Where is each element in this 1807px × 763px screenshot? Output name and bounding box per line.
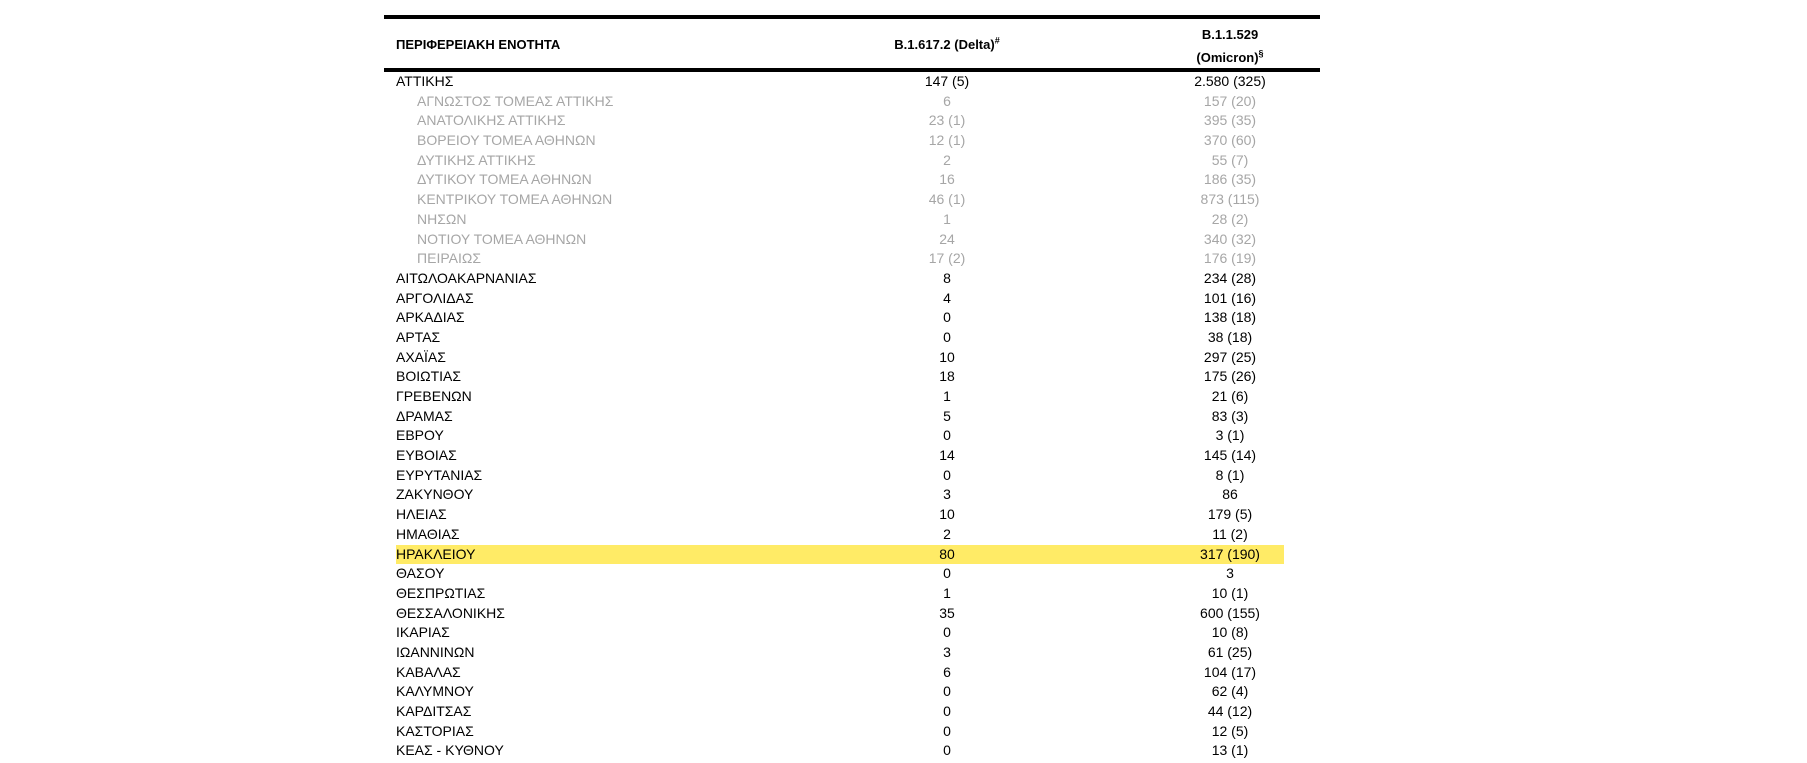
region-cell: ΕΒΡΟΥ bbox=[396, 427, 444, 444]
omicron-cell: 157 (20) bbox=[1203, 92, 1257, 109]
delta-cell: 10 bbox=[939, 506, 955, 523]
delta-cell: 17 (2) bbox=[928, 250, 966, 267]
region-cell: ΝΟΤΙΟΥ ΤΟΜΕΑ ΑΘΗΝΩΝ bbox=[417, 230, 587, 247]
omicron-cell: 138 (18) bbox=[1203, 309, 1257, 326]
header-omicron-footnote-mark: § bbox=[1258, 48, 1264, 59]
omicron-cell: 186 (35) bbox=[1203, 171, 1257, 188]
table-row bbox=[384, 269, 1320, 289]
table-row bbox=[384, 682, 1320, 702]
region-cell: ΑΡΚΑΔΙΑΣ bbox=[396, 309, 465, 326]
table-row bbox=[384, 367, 1320, 387]
region-cell: ΑΡΓΟΛΙΔΑΣ bbox=[396, 289, 474, 306]
table-row bbox=[384, 564, 1320, 584]
delta-cell: 0 bbox=[943, 722, 951, 739]
omicron-cell: 13 (1) bbox=[1211, 742, 1249, 759]
region-cell: ΘΕΣΣΑΛΟΝΙΚΗΣ bbox=[396, 604, 505, 621]
region-cell: ΖΑΚΥΝΘΟΥ bbox=[396, 486, 474, 503]
omicron-cell: 317 (190) bbox=[1200, 545, 1260, 562]
omicron-cell: 3 (1) bbox=[1215, 427, 1245, 444]
region-cell: ΗΡΑΚΛΕΙΟΥ bbox=[396, 545, 476, 562]
table-body bbox=[384, 72, 1320, 761]
delta-cell: 2 bbox=[943, 525, 951, 542]
table-row bbox=[384, 485, 1320, 505]
delta-cell: 3 bbox=[943, 643, 951, 660]
header-region: ΠΕΡΙΦΕΡΕΙΑΚΗ ΕΝΟΤΗΤΑ bbox=[396, 37, 561, 52]
delta-cell: 1 bbox=[943, 388, 951, 404]
table-row bbox=[384, 328, 1320, 348]
delta-cell: 6 bbox=[943, 663, 951, 680]
table-subrow bbox=[384, 170, 1320, 190]
omicron-cell: 101 (16) bbox=[1203, 289, 1257, 306]
region-cell: ΑΙΤΩΛΟΑΚΑΡΝΑΝΙΑΣ bbox=[396, 269, 537, 286]
omicron-cell: 28 (2) bbox=[1211, 210, 1249, 227]
delta-cell: 0 bbox=[943, 742, 951, 759]
omicron-cell: 62 (4) bbox=[1211, 683, 1249, 700]
header-delta-label: B.1.617.2 (Delta) bbox=[894, 37, 995, 52]
region-cell: ΑΧΑΪΑΣ bbox=[396, 348, 446, 365]
omicron-cell: 21 (6) bbox=[1211, 388, 1249, 404]
omicron-cell: 873 (115) bbox=[1200, 191, 1260, 208]
header-omicron-line1: B.1.1.529 bbox=[1201, 27, 1259, 42]
table-row bbox=[384, 289, 1320, 309]
omicron-cell: 44 (12) bbox=[1207, 703, 1253, 719]
delta-cell: 6 bbox=[943, 92, 951, 109]
table-row bbox=[384, 663, 1320, 683]
region-cell: ΔΡΑΜΑΣ bbox=[396, 407, 453, 424]
delta-cell: 0 bbox=[943, 624, 951, 641]
omicron-cell: 10 (1) bbox=[1211, 584, 1249, 601]
delta-cell: 0 bbox=[943, 328, 951, 345]
omicron-cell: 8 (1) bbox=[1215, 466, 1245, 483]
region-cell: ΕΥΡΥΤΑΝΙΑΣ bbox=[396, 466, 483, 483]
table-row bbox=[384, 702, 1320, 722]
region-cell: ΙΩΑΝΝΙΝΩΝ bbox=[396, 643, 475, 660]
omicron-cell: 11 (2) bbox=[1212, 525, 1248, 542]
omicron-cell: 83 (3) bbox=[1211, 407, 1249, 424]
table-row bbox=[384, 525, 1320, 545]
omicron-cell: 104 (17) bbox=[1203, 663, 1257, 680]
region-cell: ΠΕΙΡΑΙΩΣ bbox=[417, 250, 481, 267]
delta-cell: 1 bbox=[943, 210, 951, 227]
variant-table bbox=[384, 15, 1320, 761]
table-row bbox=[384, 505, 1320, 525]
omicron-cell: 55 (7) bbox=[1211, 151, 1249, 168]
table-subrow bbox=[384, 190, 1320, 210]
header-omicron-line2: (Omicron) bbox=[1196, 50, 1259, 65]
table-row bbox=[384, 466, 1320, 486]
header-omicron bbox=[1175, 23, 1285, 69]
region-cell: ΝΗΣΩΝ bbox=[417, 210, 467, 227]
omicron-cell: 234 (28) bbox=[1203, 269, 1257, 286]
table-row bbox=[384, 741, 1320, 761]
table-row bbox=[384, 643, 1320, 663]
region-cell: ΔΥΤΙΚΗΣ ΑΤΤΙΚΗΣ bbox=[417, 151, 536, 168]
delta-cell: 0 bbox=[943, 466, 951, 483]
region-cell: ΓΡΕΒΕΝΩΝ bbox=[396, 388, 472, 404]
region-cell: ΚΕΑΣ - ΚΥΘΝΟΥ bbox=[396, 742, 504, 759]
omicron-cell: 2.580 (325) bbox=[1194, 73, 1266, 89]
table-row-highlighted bbox=[384, 545, 1320, 565]
table-subrow bbox=[384, 111, 1320, 131]
table-subrow bbox=[384, 151, 1320, 171]
table-row bbox=[384, 584, 1320, 604]
omicron-cell: 3 bbox=[1226, 565, 1234, 582]
delta-cell: 4 bbox=[943, 289, 951, 306]
region-cell: ΑΡΤΑΣ bbox=[396, 328, 441, 345]
table-row bbox=[384, 446, 1320, 466]
delta-cell: 3 bbox=[943, 486, 951, 503]
region-cell: ΑΝΑΤΟΛΙΚΗΣ ΑΤΤΙΚΗΣ bbox=[417, 112, 566, 129]
delta-cell: 0 bbox=[943, 309, 951, 326]
omicron-cell: 175 (26) bbox=[1203, 368, 1257, 385]
table-subrow bbox=[384, 131, 1320, 151]
delta-cell: 1 bbox=[943, 584, 951, 601]
header-delta-footnote-mark: # bbox=[994, 35, 1000, 46]
header-delta bbox=[874, 37, 1020, 52]
highlight-bar bbox=[396, 545, 1284, 565]
delta-cell: 0 bbox=[943, 703, 951, 719]
region-cell: ΗΜΑΘΙΑΣ bbox=[396, 525, 460, 542]
region-cell: ΑΤΤΙΚΗΣ bbox=[396, 73, 454, 89]
table-row bbox=[384, 623, 1320, 643]
delta-cell: 8 bbox=[943, 269, 951, 286]
delta-cell: 14 bbox=[939, 447, 955, 464]
delta-cell: 12 (1) bbox=[928, 132, 966, 149]
delta-cell: 0 bbox=[943, 427, 951, 444]
region-cell: ΘΑΣΟΥ bbox=[396, 565, 445, 582]
region-cell: ΒΟΡΕΙΟΥ ΤΟΜΕΑ ΑΘΗΝΩΝ bbox=[417, 132, 596, 149]
table-row bbox=[384, 604, 1320, 624]
omicron-cell: 145 (14) bbox=[1203, 447, 1257, 464]
table-row bbox=[384, 426, 1320, 446]
delta-cell: 2 bbox=[943, 151, 951, 168]
delta-cell: 46 (1) bbox=[928, 191, 966, 208]
delta-cell: 5 bbox=[943, 407, 951, 424]
delta-cell: 147 (5) bbox=[924, 73, 970, 89]
table-row bbox=[384, 722, 1320, 742]
delta-cell: 23 (1) bbox=[928, 112, 966, 129]
table-row bbox=[384, 308, 1320, 328]
table-subrow bbox=[384, 249, 1320, 269]
region-cell: ΘΕΣΠΡΩΤΙΑΣ bbox=[396, 584, 486, 601]
region-cell: ΚΕΝΤΡΙΚΟΥ ΤΟΜΕΑ ΑΘΗΝΩΝ bbox=[417, 191, 613, 208]
omicron-cell: 395 (35) bbox=[1203, 112, 1257, 129]
region-cell: ΔΥΤΙΚΟΥ ΤΟΜΕΑ ΑΘΗΝΩΝ bbox=[417, 171, 592, 188]
region-cell: ΚΑΒΑΛΑΣ bbox=[396, 663, 461, 680]
delta-cell: 0 bbox=[943, 565, 951, 582]
table-subrow bbox=[384, 92, 1320, 112]
delta-cell: 24 bbox=[939, 230, 955, 247]
region-cell: ΗΛΕΙΑΣ bbox=[396, 506, 447, 523]
omicron-cell: 10 (8) bbox=[1211, 624, 1249, 641]
omicron-cell: 176 (19) bbox=[1203, 250, 1257, 267]
table-row bbox=[384, 72, 1320, 92]
omicron-cell: 12 (5) bbox=[1211, 722, 1249, 739]
delta-cell: 35 bbox=[939, 604, 955, 621]
table-row bbox=[384, 348, 1320, 368]
table-subrow bbox=[384, 230, 1320, 250]
region-cell: ΙΚΑΡΙΑΣ bbox=[396, 624, 450, 641]
table-row bbox=[384, 387, 1320, 407]
omicron-cell: 297 (25) bbox=[1203, 348, 1257, 365]
region-cell: ΑΓΝΩΣΤΟΣ ΤΟΜΕΑΣ ΑΤΤΙΚΗΣ bbox=[417, 92, 614, 109]
region-cell: ΚΑΣΤΟΡΙΑΣ bbox=[396, 722, 474, 739]
region-cell: ΚΑΡΔΙΤΣΑΣ bbox=[396, 703, 472, 719]
delta-cell: 10 bbox=[939, 348, 955, 365]
delta-cell: 80 bbox=[939, 545, 955, 562]
delta-cell: 16 bbox=[939, 171, 955, 188]
omicron-cell: 600 (155) bbox=[1200, 604, 1260, 621]
region-cell: ΒΟΙΩΤΙΑΣ bbox=[396, 368, 462, 385]
region-cell: ΚΑΛΥΜΝΟΥ bbox=[396, 683, 474, 700]
omicron-cell: 86 bbox=[1222, 486, 1238, 503]
table-row bbox=[384, 407, 1320, 427]
omicron-cell: 61 (25) bbox=[1207, 643, 1253, 660]
delta-cell: 18 bbox=[939, 368, 955, 385]
region-cell: ΕΥΒΟΙΑΣ bbox=[396, 447, 457, 464]
table-header bbox=[384, 19, 1320, 72]
omicron-cell: 38 (18) bbox=[1207, 328, 1253, 345]
delta-cell: 0 bbox=[943, 683, 951, 700]
omicron-cell: 370 (60) bbox=[1203, 132, 1257, 149]
table-subrow bbox=[384, 210, 1320, 230]
omicron-cell: 179 (5) bbox=[1207, 506, 1253, 523]
omicron-cell: 340 (32) bbox=[1203, 230, 1257, 247]
